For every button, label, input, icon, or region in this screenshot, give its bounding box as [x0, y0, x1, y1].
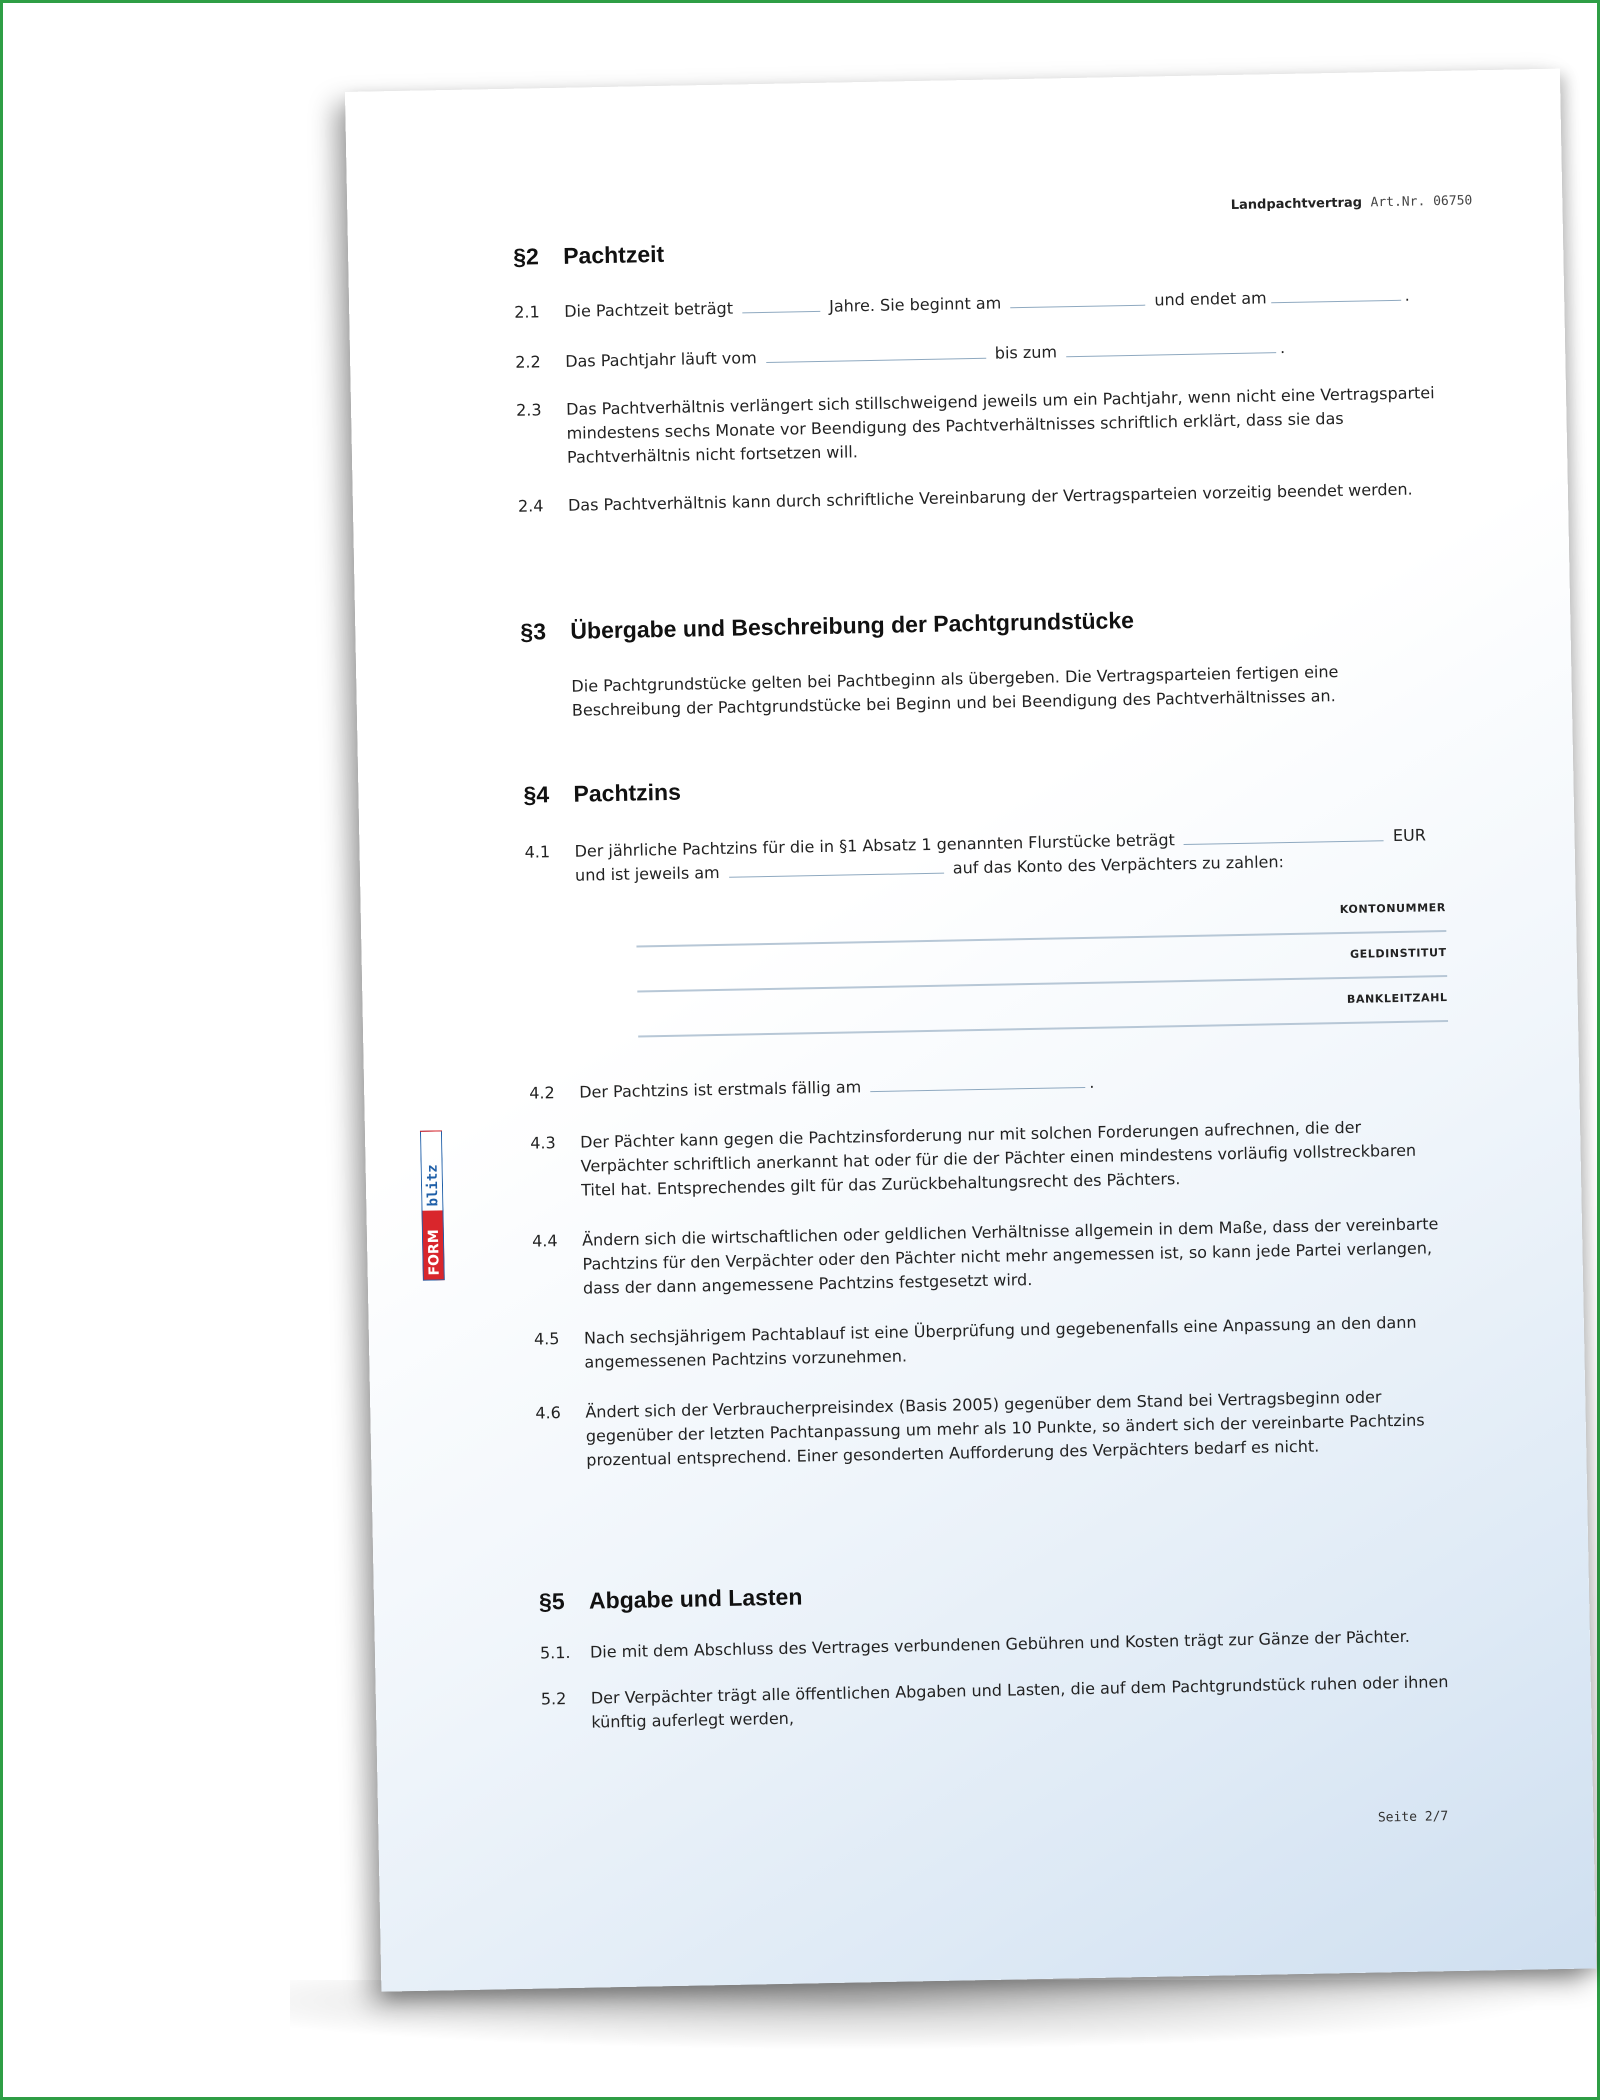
clause-text: Die Pachtzeit beträgt [564, 298, 734, 321]
logo-text-form: FORM [425, 1229, 443, 1276]
section-number: §4 [523, 781, 550, 808]
clause-text: bis zum [994, 342, 1058, 363]
section-2 [513, 226, 1438, 519]
document-header [1231, 193, 1473, 213]
clause-4-1 [524, 823, 1448, 1040]
clause-number: 2.2 [515, 352, 541, 372]
field-label: GELDINSTITUT [1349, 946, 1447, 961]
clause-text: Nach sechsjährigem Pachtablauf ist eine Überprüfung und gegebenenfalls eine Anpassung an den dann angemessenen Pachtzins vorzunehmen. [583, 1312, 1417, 1372]
clause-4-3 [530, 1114, 1451, 1204]
clause-text: Das Pachtverhältnis verlängert sich stillschweigend jeweils um ein Pachtjahr, wenn nicht eine Vertragspartei mindestens sechs Monate vor Beendigung des Pachtverhältnisses schriftlich erklärt, dass sie das Pachtverhältnis nicht fortsetzen will. [565, 383, 1435, 467]
clause-text: Die Pachtgrundstücke gelten bei Pachtbeginn als übergeben. Die Vertragsparteien fertigen eine Beschreibung der Pachtgrundstücke bei Beginn und bei Beendigung des Pachtverhältnisses an. [571, 662, 1339, 720]
bank-account-fields [636, 887, 1448, 1038]
section-number: §5 [538, 1588, 565, 1615]
clause-text: Der jährliche Pachtzins für die in §1 Absatz 1 genannten Flurstücke beträgt [574, 830, 1175, 861]
rent-amount-blank[interactable] [1184, 826, 1384, 845]
clause-text: . [1089, 1072, 1095, 1092]
clause-number: 5.2 [540, 1689, 567, 1709]
page-number: Seite 2/7 [1377, 1809, 1449, 1826]
logo-top-rule [420, 1131, 442, 1132]
clause-text: Die mit dem Abschluss des Vertrages verbundenen Gebühren und Kosten trägt zur Gänze der Pächter. [589, 1626, 1411, 1662]
clause-text: und endet am [1154, 288, 1267, 310]
clause-text: Das Pachtverhältnis kann durch schriftliche Vereinbarung der Vertragsparteien vorzeitig beendet werden. [567, 479, 1413, 515]
section-4 [523, 764, 1456, 1474]
clause-4-2 [529, 1064, 1449, 1106]
section-heading [513, 226, 1433, 271]
section-3 [520, 601, 1442, 724]
clause-text: . [1404, 285, 1410, 305]
clause-number: 4.5 [533, 1329, 560, 1349]
clause-2-1 [514, 283, 1434, 325]
clause-text: auf das Konto des Verpächters zu zahlen: [952, 852, 1285, 878]
clause-4-4 [532, 1212, 1453, 1302]
document-page [345, 69, 1596, 1992]
clause-number: 4.3 [530, 1133, 556, 1153]
clause-number: 2.1 [514, 302, 540, 322]
clause-2-4 [518, 477, 1438, 519]
article-number: Art.Nr. 06750 [1370, 193, 1473, 211]
years-blank[interactable] [742, 297, 820, 313]
clause-5-1 [540, 1624, 1460, 1666]
field-label: BANKLEITZAHL [1346, 991, 1448, 1006]
clause-text: Der Pachtzins ist erstmals fällig am [579, 1077, 862, 1102]
section-heading [520, 601, 1440, 646]
clause-text: Der Verpächter trägt alle öffentlichen Abgaben und Lasten, die auf dem Pachtgrundstück ruhen oder ihnen künftig auferlegt werden, [590, 1672, 1449, 1732]
field-label: KONTONUMMER [1339, 901, 1446, 917]
logo-text-blitz: blitz [424, 1164, 442, 1207]
section-heading [539, 1571, 1459, 1616]
section-number: §2 [512, 243, 540, 270]
document-title: Landpachtvertrag [1230, 195, 1363, 214]
clause-text: Ändert sich der Verbraucherpreisindex (Basis 2005) gegenüber dem Stand bei Vertragsbeginn oder gegenüber der letzten Pachtanpassung um mehr als 10 Punkte, so ändert sich der vereinbarte Pachtzins prozentual entsprechend. Einer gesonderten Aufforderung des Verpächters bedarf es nicht. [585, 1387, 1425, 1470]
section-title: Übergabe und Beschreibung der Pachtgrundstücke [570, 606, 1135, 644]
section-heading [523, 764, 1443, 809]
payment-date-blank[interactable] [729, 859, 944, 878]
clause-number: 4.2 [529, 1083, 555, 1103]
clause-text: . [1279, 338, 1286, 358]
clause-4-6 [535, 1384, 1456, 1474]
clause-number: 2.3 [515, 400, 542, 420]
clause-2-2 [515, 333, 1435, 375]
first-due-date-blank[interactable] [870, 1073, 1085, 1092]
clause-text: EUR und ist jeweils am [574, 825, 1427, 885]
section-title: Abgabe und Lasten [588, 1583, 803, 1614]
section-title: Pachtzins [573, 778, 682, 807]
clause-text: Ändern sich die wirtschaftlichen oder geldlichen Verhältnisse allgemein in dem Maße, dass der vereinbarte Pachtzins für den Verpächter oder den Pächter nicht mehr angemessen ist, so kann jede Partei verlangen, dass der dann angemessene Pachtzins festgesetzt wird. [581, 1214, 1439, 1298]
section-title: Pachtzeit [562, 240, 665, 269]
clause-number: 5.1. [539, 1642, 571, 1663]
clause-5-2 [541, 1670, 1462, 1736]
clause-number: 4.1 [524, 842, 551, 862]
clause-number: 2.4 [517, 496, 544, 516]
lease-year-to-blank[interactable] [1066, 338, 1276, 357]
clause-text: Das Pachtjahr läuft vom [565, 348, 757, 371]
start-date-blank[interactable] [1010, 291, 1145, 309]
clause-4-5 [534, 1310, 1455, 1376]
clause-number: 4.6 [535, 1403, 562, 1423]
clause-text: Der Pächter kann gegen die Pachtzinsforderung nur mit solchen Forderungen aufrechnen, die der Verpächter schriftlich anerkannt hat oder für die der Pächter einen mindestens vorläufig vollstreckbaren Titel hat. Entsprechendes gilt für das Zurückbehaltungsrecht des Pächters. [580, 1117, 1417, 1200]
section-number: §3 [520, 618, 547, 645]
lease-year-from-blank[interactable] [766, 344, 986, 363]
formblitz-logo [420, 1130, 445, 1280]
page-shadow [290, 1980, 1550, 2050]
clause-2-3 [516, 381, 1437, 471]
section-5 [539, 1571, 1462, 1736]
end-date-blank[interactable] [1270, 286, 1400, 303]
section-3-paragraph [521, 658, 1442, 724]
clause-text: Jahre. Sie beginnt am [828, 293, 1002, 316]
clause-number: 4.4 [531, 1231, 558, 1251]
